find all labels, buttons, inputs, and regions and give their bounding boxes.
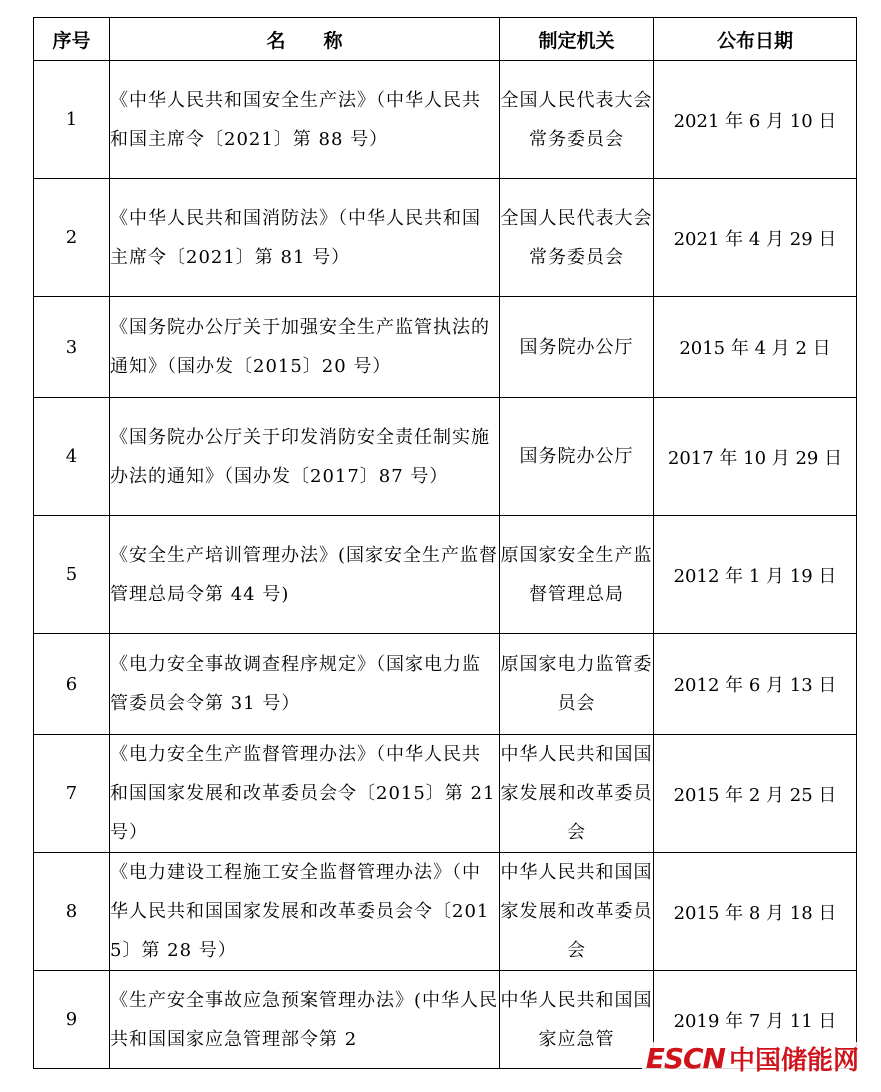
- cell-org: 原国家安全生产监督管理总局: [500, 516, 654, 634]
- table-header-row: [34, 18, 857, 61]
- table-row: [34, 297, 857, 398]
- cell-no: 5: [34, 516, 110, 634]
- table-row: [34, 61, 857, 179]
- cell-name: 《生产安全事故应急预案管理办法》(中华人民共和国国家应急管理部令第 2: [110, 971, 500, 1069]
- cell-name: 《电力建设工程施工安全监督管理办法》（中华人民共和国国家发展和改革委员会令〔2015〕第 28 号）: [110, 853, 500, 971]
- cell-org: 国务院办公厅: [500, 398, 654, 516]
- cell-name: 《中华人民共和国消防法》（中华人民共和国主席令〔2021〕第 81 号）: [110, 179, 500, 297]
- header-name: [110, 18, 500, 61]
- cell-name: 《电力安全事故调查程序规定》（国家电力监管委员会令第 31 号）: [110, 634, 500, 735]
- cell-date: 2017 年 10 月 29 日: [654, 398, 857, 516]
- cell-date: 2021 年 6 月 10 日: [654, 61, 857, 179]
- cell-org: 国务院办公厅: [500, 297, 654, 398]
- cell-name: 《国务院办公厅关于加强安全生产监管执法的通知》（国办发〔2015〕20 号）: [110, 297, 500, 398]
- escn-watermark-logo: [642, 1042, 863, 1074]
- cell-no: 3: [34, 297, 110, 398]
- cell-date: 2012 年 6 月 13 日: [654, 634, 857, 735]
- cell-date: 2015 年 8 月 18 日: [654, 853, 857, 971]
- cell-name: 《安全生产培训管理办法》(国家安全生产监督管理总局令第 44 号): [110, 516, 500, 634]
- table-row: [34, 735, 857, 853]
- cell-no: 1: [34, 61, 110, 179]
- cell-no: 9: [34, 971, 110, 1069]
- header-no: 序号: [34, 18, 110, 61]
- cell-date: 2015 年 2 月 25 日: [654, 735, 857, 853]
- table-row: [34, 179, 857, 297]
- watermark-latin: ESCN: [645, 1041, 725, 1075]
- watermark-cjk: 中国储能网: [728, 1045, 859, 1076]
- cell-org: 中华人民共和国国家应急管: [500, 971, 654, 1069]
- header-date: 公布日期: [654, 18, 857, 61]
- cell-org: 中华人民共和国国家发展和改革委员会: [500, 735, 654, 853]
- table-row: [34, 634, 857, 735]
- cell-no: 2: [34, 179, 110, 297]
- cell-name: 《国务院办公厅关于印发消防安全责任制实施办法的通知》（国办发〔2017〕87 号）: [110, 398, 500, 516]
- table-row: [34, 853, 857, 971]
- cell-date: 2015 年 4 月 2 日: [654, 297, 857, 398]
- cell-no: 4: [34, 398, 110, 516]
- cell-no: 7: [34, 735, 110, 853]
- cell-no: 8: [34, 853, 110, 971]
- regulations-table: [33, 17, 857, 1069]
- cell-no: 6: [34, 634, 110, 735]
- cell-name: 《中华人民共和国安全生产法》（中华人民共和国主席令〔2021〕第 88 号）: [110, 61, 500, 179]
- cell-org: 全国人民代表大会常务委员会: [500, 179, 654, 297]
- cell-org: 原国家电力监管委员会: [500, 634, 654, 735]
- table-row: [34, 398, 857, 516]
- cell-date: 2019 年 7 月 11 日: [654, 971, 857, 1069]
- header-name-label: 名称: [266, 29, 381, 52]
- cell-org: 全国人民代表大会常务委员会: [500, 61, 654, 179]
- header-org: 制定机关: [500, 18, 654, 61]
- cell-date: 2012 年 1 月 19 日: [654, 516, 857, 634]
- cell-date: 2021 年 4 月 29 日: [654, 179, 857, 297]
- cell-name: 《电力安全生产监督管理办法》（中华人民共和国国家发展和改革委员会令〔2015〕第 21 号）: [110, 735, 500, 853]
- cell-org: 中华人民共和国国家发展和改革委员会: [500, 853, 654, 971]
- table-row: [34, 516, 857, 634]
